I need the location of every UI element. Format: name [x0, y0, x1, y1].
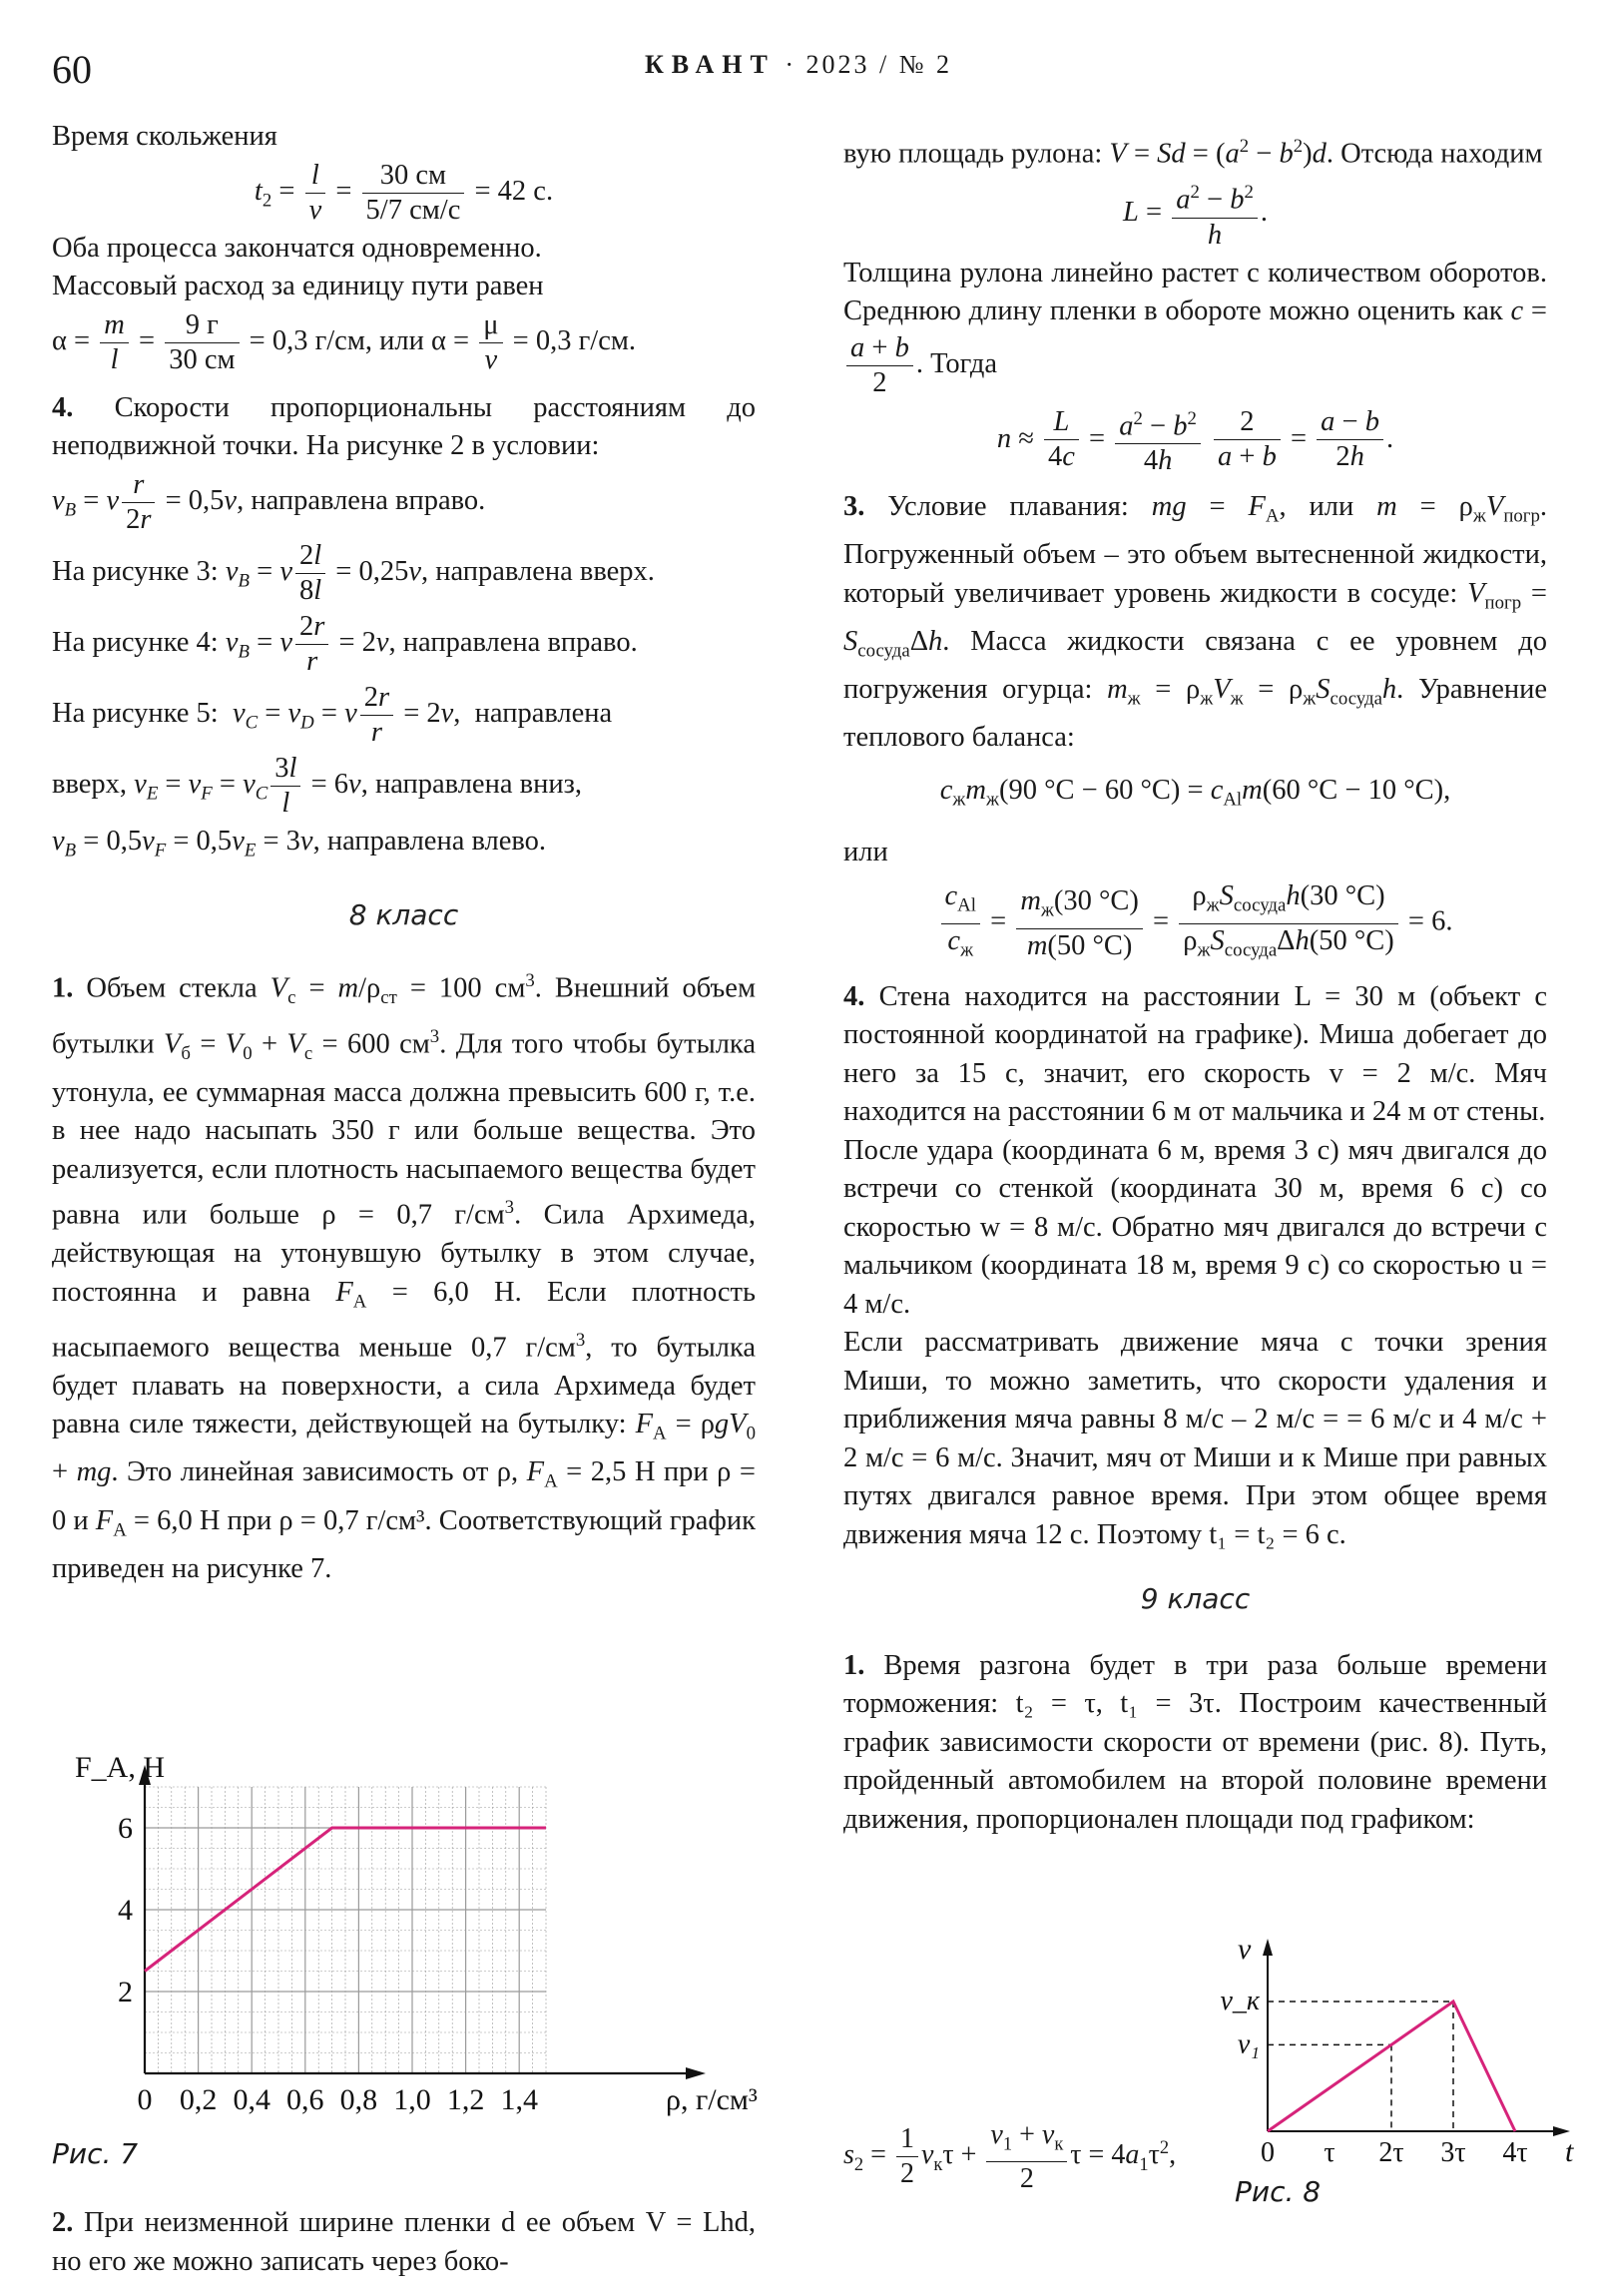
x-tick-label: 1,4 [500, 2083, 538, 2116]
x-axis-arrow [686, 2067, 706, 2079]
x-tick-label: 0,6 [286, 2083, 324, 2116]
running-header [0, 50, 1597, 80]
issue-number: 2023 / № 2 [805, 50, 953, 79]
equation: L = $\frac{a^2 - b^2}{h}$ . [843, 176, 1547, 253]
left-column-end [52, 2204, 756, 2281]
equation: На рисунке 5: $v_C = v_D = v$ $\frac{2r}{r}$ = 2v, направлена [52, 681, 613, 748]
x-tick-label: 0,8 [339, 2083, 378, 2116]
y-axis-label: F_A, Н [75, 1751, 166, 1784]
equation: $v_B = 0,5v_F = 0,5v_E = 3v$, направлена влево. [52, 825, 547, 861]
equation: α = $\frac{m}{l}$ = $\frac{9 г}{30 см}$ = 0,3 г/см, или α = $\frac{\mu}{v}$ = 0,3 г/см. [52, 308, 637, 375]
equation: На рисунке 4: $v_B = v$ $\frac{2r}{r}$ = 2v, направлена вправо. [52, 610, 638, 677]
y-axis-arrow [1263, 1939, 1273, 1956]
equation-s2: $s_2$ = $\frac{1}{2}$ $v_к\tau$ + $\frac{v_1 + v_к}{2}$ $\tau = 4a_1\tau^2$, [843, 2119, 1177, 2194]
x-tick-label: 0 [137, 2083, 153, 2116]
x-tick-label: 3τ [1440, 2137, 1466, 2168]
fig7-chart [40, 1709, 779, 2138]
fig8-chart [1213, 1927, 1572, 2176]
paragraph: или [843, 836, 888, 867]
equation: На рисунке 3: $v_B = v$ $\frac{2l}{8l}$ = 0,25v, направлена вверх. [52, 539, 655, 606]
x-tick-label: 2τ [1378, 2137, 1404, 2168]
paragraph: 3. Условие плавания: mg = $F_А$, или $m = \rho_жV_{погр}$. Погруженный объем – это объем вытесненной жидкости, который увеличивает уровень жидкости в сосуде: $V_{погр} = S_{сосуда}\Delta h$. Масса жидкости связана с ее уровнем до погружения огурца: $m_ж = \rho_жV_ж = \rho_жS_{сосуда}h$. Уравнение теплового баланса: [843, 491, 1548, 754]
y-tick-label: 6 [118, 1812, 133, 1845]
y-axis-label: v [1238, 1933, 1252, 1966]
equation: $t_2$ = $\frac{l}{v}$ = $\frac{30 см}{5/7 см/с}$ = 42 с. [254, 159, 554, 226]
paragraph: Оба процесса закончатся одновременно. [52, 232, 542, 264]
y-tick-label: 2 [118, 1976, 133, 2009]
x-tick-label: 0,4 [233, 2083, 270, 2116]
x-tick-label: 4τ [1502, 2137, 1528, 2168]
paragraph: 2. При неизменной ширине пленки d ее объем V = Lhd, но его же можно записать через боко- [52, 2207, 757, 2277]
right-column [843, 128, 1547, 1839]
paragraph: Время скольжения [52, 121, 277, 152]
paragraph: После удара (координата 6 м, время 3 с) мяч двигался до встречи со стенкой (координата 30 м, время 6 с) со скоростью w = 8 м/с. Обратно мяч двигался до встречи с мальчиком (координата 18 м, время 9 с) со скоростью u = 4 м/с. [843, 1134, 1547, 1320]
equation: вверх, $v_E = v_F = v_C$ $\frac{3l}{l}$ = 6v, направлена вниз, [52, 752, 582, 819]
left-column [52, 118, 756, 1588]
equation: n ≈ $\frac{L}{4c}$ = $\frac{a^2 - b^2}{4h}$ $\frac{2}{a + b}$ = $\frac{a - b}{2h}$ . [843, 402, 1547, 479]
paragraph: Толщина рулона линейно растет с количеством оборотов. Среднюю длину пленки в обороте можно оценить как c = $\frac{a + b}{2}$ . Тогда [843, 257, 1548, 398]
figure-7 [40, 1709, 779, 2170]
paragraph: Если рассматривать движение мяча с точки зрения Миши, то можно заметить, что скорости удаления и приближения мяча равны 8 м/с – 2 м/с = = 6 м/с и 4 м/с + 2 м/с = 6 м/с. Значит, мяч от Миши и к Мише при равных путях двигался равное время. При этом общее время движения мяча 12 с. Поэтому t₁ = t₂ = 6 с. [843, 1327, 1547, 1550]
equation: $\frac{c_{Al}}{c_ж}$ = $\frac{m_ж(30 ^\circ C)}{m(50 ^\circ C)}$ = $\frac{\rho_жS_{сосуда}h(30 ^\circ C)}{\rho_жS_{сосуда}\Delta h(50 ^\circ C)}$ = 6. [843, 879, 1547, 967]
y-tick-label: v_к [1220, 1986, 1260, 2016]
equation: $c_жm_ж(90$ °C − 60 $^\circ C) = c_{Al}m(60$ °C − 10 °C), [939, 774, 1451, 811]
x-tick-label: τ [1324, 2137, 1335, 2168]
paragraph: 1. Объем стекла $V_с = m/\rho_{ст} = 100$ $см^3$. Внешний объем бутылки $V_б = V_0 + V_с = 600$ $см^3$. Для того чтобы бутылка утонула, ее суммарная масса должна превысить 600 г, т.е. в нее надо насыпать 350 г или больше вещества. Это реализуется, если плотность насыпаемого вещества будет равна или больше ρ = 0,7 $г/см^3$. Сила Архимеда, действующая на утонувшую бутылку в этом случае, постоянна и равна $F_А = 6,0$ Н. Если плотность насыпаемого вещества меньше 0,7 $г/см^3$, то бутылка будет плавать на поверхности, а сила Архимеда будет равна силе тяжести, действующей на бутылку: $F_А = \rho gV_0$ + mg. Это линейная зависимость от ρ, $F_А = 2,5$ Н при ρ = 0 и $F_А = 6,0$ Н при ρ = 0,7 г/см³. Соответствующий график приведен на рисунке 7. [52, 970, 757, 1584]
y-tick-label: v₁ [1237, 2028, 1260, 2060]
x-axis-label: t [1565, 2135, 1574, 2168]
x-tick-label: 1,2 [446, 2083, 485, 2116]
header-separator: · [785, 50, 798, 79]
paragraph: 1. Время разгона будет в три раза больше времени торможения: t₂ = τ, t₁ = 3τ. Построим качественный график зависимости скорости от времени (рис. 8). Путь, пройденный автомобилем на второй половине времени движения, пропорционален площади под графиком: [843, 1649, 1547, 1835]
paragraph: вую площадь рулона: $V = Sd = (a^2 - b^2)d$. Отсюда находим [843, 136, 1543, 170]
x-tick-label: 0 [1261, 2137, 1275, 2168]
paragraph: 4. Скорости пропорциональны расстояниям до неподвижной точки. На рисунке 2 в условии: [52, 391, 756, 461]
magazine-title: КВАНТ [644, 50, 776, 79]
section-heading: 9 класс [1140, 1582, 1251, 1616]
x-tick-label: 0,2 [179, 2083, 218, 2116]
x-tick-label: 1,0 [393, 2083, 431, 2116]
figure-8 [1213, 1927, 1572, 2208]
x-axis-label: ρ, г/см³ [666, 2083, 758, 2116]
y-tick-label: 4 [118, 1894, 133, 1927]
fig8-caption: Рис. 8 [1235, 2175, 1322, 2208]
paragraph: Массовый расход за единицу пути равен [52, 271, 544, 301]
fig7-caption: Рис. 7 [52, 2137, 139, 2170]
paragraph: 4. Стена находится на расстоянии L = 30 м (объект с постоянной координатой на графике). Миша добегает до него за 15 с, значит, его скорость v = 2 м/с. Мяч находится на расстоянии 6 м от мальчика и 24 м от стены. [843, 980, 1548, 1128]
equation: $v_B = v$ $\frac{r}{2r}$ = 0,5v, направлена вправо. [52, 468, 486, 535]
section-heading: 8 класс [348, 897, 459, 931]
page-number: 60 [52, 47, 92, 92]
